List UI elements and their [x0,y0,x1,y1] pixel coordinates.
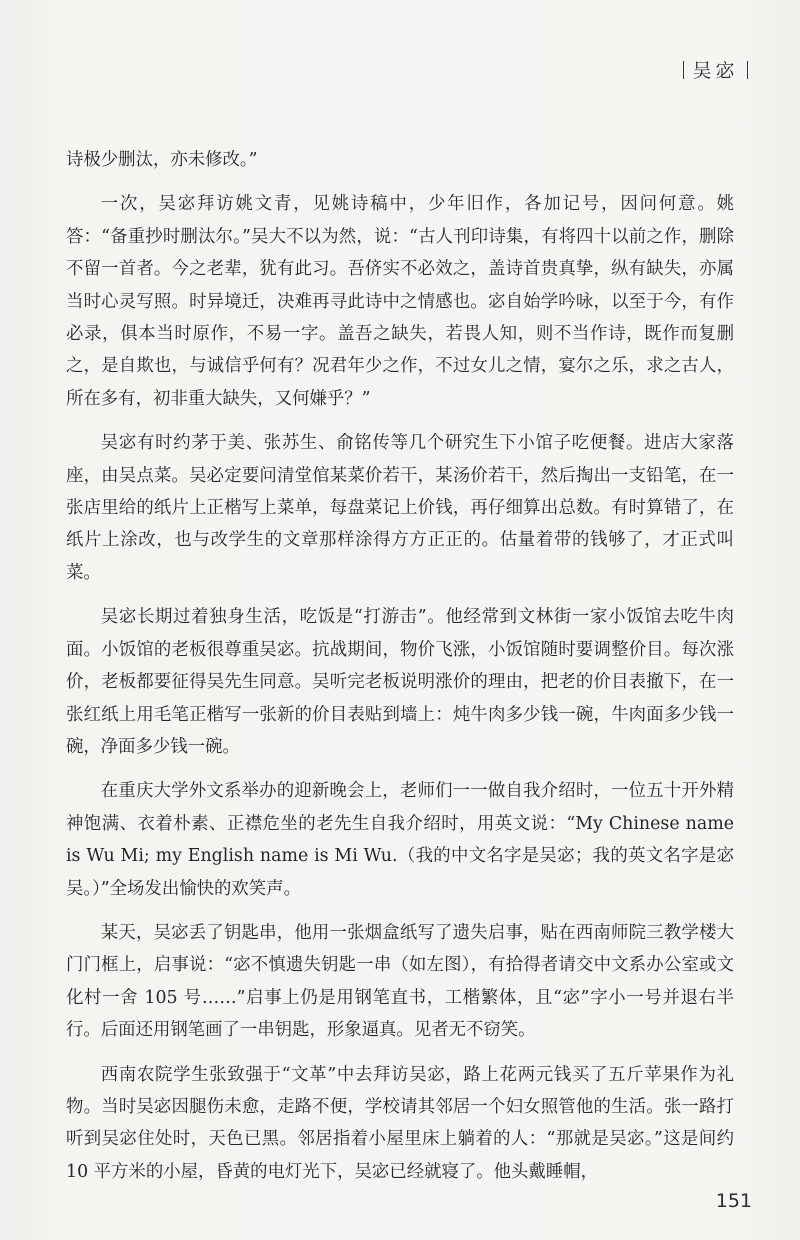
running-head-left-rule [683,61,685,79]
paragraph-student-visit: 西南农院学生张致强于“文革”中去拜访吴宓，路上花两元钱买了五斤苹果作为礼物。当时吴宓因腿伤未愈，走路不便，学校请其邻居一个妇女照管他的生活。张一路打听到吴宓住处时，天色已黑。邻居指着小屋里床上躺着的人：“那就是吴宓。”这是间约 10 平方米的小屋，昏黄的电灯光下，吴宓已经就寝了。他头戴睡帽， [66,1064,734,1182]
paragraph-welcome-party: 在重庆大学外文系举办的迎新晚会上，老师们一一做自我介绍时，一位五十开外精神饱满、衣着朴素、正襟危坐的老先生自我介绍时，用英文说：“My Chinese name is Wu Mi; my English name is Mi Wu.（我的中文名字是吴宓；我的英文名字是宓吴。）”全场发出愉快的欢笑声。 [66,781,734,899]
body-text [66,144,734,1200]
page-number: 151 [715,1190,752,1212]
running-head-title: 吴宓 [692,60,739,82]
running-head-right-rule [747,61,749,79]
paragraph-lost-keys-notice: 某天，吴宓丢了钥匙串，他用一张烟盒纸写了遗失启事，贴在西南师院三教学楼大门门框上，启事说：“宓不慎遗失钥匙一串（如左图），有拾得者请交中文系办公室或文化村一舍 105 号……”启事上仍是用钢笔直书，工楷繁体，且“宓”字小一号并退右半行。后面还用钢笔画了一串钥匙，形象逼真。见者无不窃笑。 [66,922,734,1041]
paragraph-restaurant-meal: 吴宓有时约茅于美、张苏生、俞铭传等几个研究生下小馆子吃便餐。进店大家落座，由吴点菜。吴必定要问清堂倌某菜价若干，某汤价若干，然后掏出一支铅笔，在一张店里给的纸片上正楷写上菜单，每盘菜记上价钱，再仔细算出总数。有时算错了，在纸片上涂改，也与改学生的文章那样涂得方方正正的。估量着带的钱够了，才正式叫菜。 [66,433,734,583]
paragraph-beef-noodle-shop: 吴宓长期过着独身生活，吃饭是“打游击”。他经常到文林街一家小饭馆去吃牛肉面。小饭馆的老板很尊重吴宓。抗战期间，物价飞涨，小饭馆随时要调整价目。每次涨价，老板都要征得吴先生同意。吴听完老板说明涨价的理由，把老的价目表撤下，在一张红纸上用毛笔正楷写一张新的价目表贴到墙上：炖牛肉多少钱一碗，牛肉面多少钱一碗，净面多少钱一碗。 [66,607,734,757]
running-head [675,56,756,83]
paragraph-yao-wenqing-visit: 一次，吴宓拜访姚文青，见姚诗稿中，少年旧作，各加记号，因问何意。姚答：“备重抄时删汰尔。”吴大不以为然，说：“古人刊印诗集，有将四十以前之作，删除不留一首者。今之老辈，犹有此习。吾侪实不必效之，盖诗首贵真挚，纵有缺失，亦属当时心灵写照。时异境迁，决难再寻此诗中之情感也。宓自始学吟咏，以至于今，有作必录，俱本当时原作，不易一字。盖吾之缺失，若畏人知，则不当作诗，既作而复删之，是自欺也，与诚信乎何有？况君年少之作，不过女儿之情，宴尔之乐，求之古人，所在多有，初非重大缺失，又何嫌乎？” [66,194,734,409]
paragraph-continued: 诗极少删汰，亦未修改。” [66,150,258,170]
